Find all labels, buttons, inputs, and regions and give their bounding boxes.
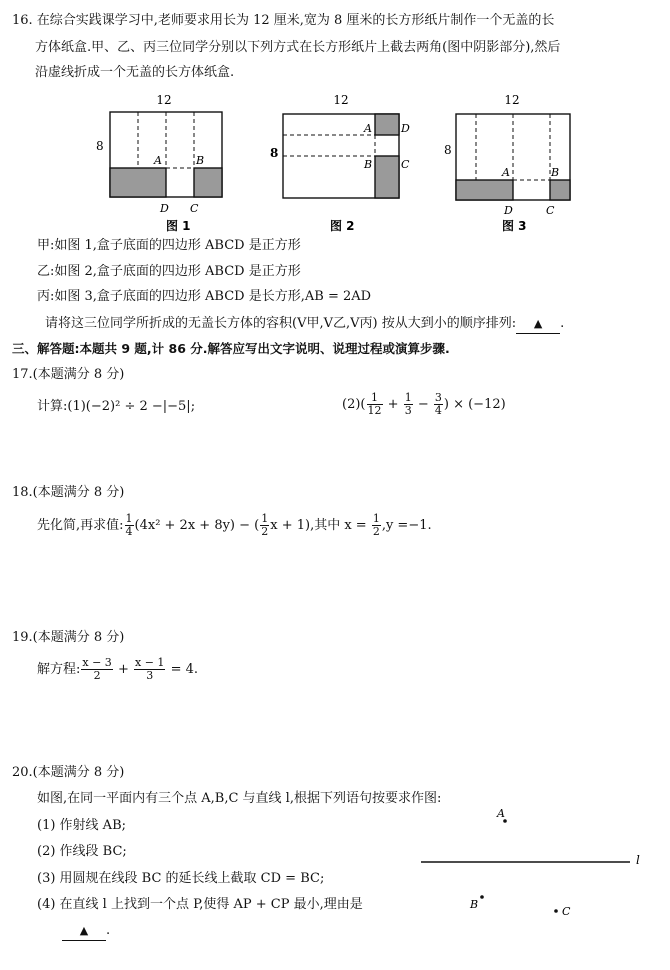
fig1-width-label: 12 bbox=[156, 93, 172, 107]
q20-end: . bbox=[106, 923, 111, 938]
fig2-label-d: D bbox=[401, 122, 410, 135]
q16-jia: 甲:如图 1,盒子底面的四边形 ABCD 是正方形 bbox=[37, 238, 301, 253]
fig2-label-a: A bbox=[364, 122, 372, 135]
blank-triangle-icon: ▲ bbox=[79, 924, 89, 937]
point-b bbox=[480, 895, 484, 899]
q20-answer bbox=[62, 922, 110, 941]
answer-blank[interactable] bbox=[516, 315, 560, 334]
q19-head: 19.(本题满分 8 分) bbox=[12, 630, 125, 645]
fig2-label-b: B bbox=[364, 158, 373, 171]
fraction: $\frac{x - 1}{3}$ bbox=[135, 656, 165, 682]
q17-part2-prefix: (2)( bbox=[342, 397, 366, 412]
fig2-caption: 图 2 bbox=[330, 219, 355, 233]
fig1-caption: 图 1 bbox=[166, 219, 191, 233]
q16-line1: 16. 在综合实践课学习中,老师要求用长为 12 厘米,宽为 8 厘米的长方形纸片制作一个无盖的长 bbox=[12, 13, 555, 28]
fraction: $\frac{1}{3}$ bbox=[404, 391, 412, 417]
q19-equation: 解方程: $\frac{x - 3}{2}$ + $\frac{x - 1}{3}$ = 4. bbox=[37, 656, 198, 682]
fig1-label-c: C bbox=[190, 202, 199, 215]
point-b-label: B bbox=[470, 898, 479, 911]
q17-part2: (2)( $\frac{1}{12}$ + $\frac{1}{3}$ − $\frac{3}{4}$ ) × (−12) bbox=[342, 391, 506, 417]
q20-intro: 如图,在同一平面内有三个点 A,B,C 与直线 l,根据下列语句按要求作图: bbox=[37, 791, 442, 806]
q17-part1: 计算:(1)(−2)² ÷ 2 −|−5|; bbox=[37, 399, 196, 414]
q20-head: 20.(本题满分 8 分) bbox=[12, 765, 125, 780]
fraction: $\frac{1}{2}$ bbox=[372, 512, 380, 538]
fig2-height-label: 8 bbox=[270, 146, 279, 160]
figure-1 bbox=[90, 92, 230, 242]
point-a-label: A bbox=[497, 807, 505, 820]
fig3-caption: 图 3 bbox=[502, 219, 527, 233]
q16-line2: 方体纸盒.甲、乙、丙三位同学分别以下列方式在长方形纸片上截去两角(图中阴影部分),然后 bbox=[35, 40, 561, 55]
q16-ask-text: 请将这三位同学所折成的无盖长方体的容积(V甲,V乙,V丙) 按从大到小的顺序排列: bbox=[45, 316, 517, 331]
fig1-label-a: A bbox=[154, 154, 162, 167]
fig3-cut-right bbox=[550, 180, 570, 200]
fig2-width-label: 12 bbox=[333, 93, 349, 107]
blank-triangle-icon: ▲ bbox=[533, 317, 543, 330]
fraction: $\frac{x - 3}{2}$ bbox=[82, 656, 112, 682]
fraction: $\frac{1}{4}$ bbox=[125, 512, 133, 538]
fig1-height-label: 8 bbox=[96, 139, 104, 153]
section-3-heading: 三、解答题:本题共 9 题,计 86 分.解答应写出文字说明、说理过程或演算步骤. bbox=[12, 341, 450, 356]
fig2-cut-top bbox=[375, 114, 399, 135]
fig1-label-b: B bbox=[196, 154, 205, 167]
fig1-cut-left bbox=[110, 168, 166, 197]
fig1-cut-right bbox=[194, 168, 222, 197]
fraction: $\frac{1}{12}$ bbox=[367, 391, 382, 417]
fraction: $\frac{1}{2}$ bbox=[261, 512, 269, 538]
figure-3 bbox=[438, 92, 588, 242]
fig3-cut-left bbox=[456, 180, 513, 200]
fig3-height-label: 8 bbox=[444, 143, 452, 157]
q18-expression: 先化简,再求值: $\frac{1}{4}$ (4x² + 2x + 8y) − ( $\frac{1}{2}$ x + 1),其中 x = $\frac{1}{2}$ ,y =−1. bbox=[37, 512, 432, 538]
q20-step2: (2) 作线段 BC; bbox=[37, 844, 127, 859]
fig3-label-d: D bbox=[504, 204, 513, 217]
fig2-label-c: C bbox=[401, 158, 410, 171]
q17-head: 17.(本题满分 8 分) bbox=[12, 367, 125, 382]
q17-part2-suffix: ) × (−12) bbox=[443, 397, 506, 412]
q20-step1: (1) 作射线 AB; bbox=[37, 818, 127, 833]
point-c-label: C bbox=[562, 905, 571, 918]
fraction: $\frac{3}{4}$ bbox=[434, 391, 442, 417]
line-l-label: l bbox=[636, 853, 640, 867]
fig2-cut-bottom bbox=[375, 156, 399, 198]
answer-blank[interactable] bbox=[62, 922, 106, 941]
q16-ask bbox=[45, 315, 564, 334]
q16-yi: 乙:如图 2,盒子底面的四边形 ABCD 是正方形 bbox=[37, 264, 301, 279]
fig3-width-label: 12 bbox=[504, 93, 520, 107]
fig3-label-a: A bbox=[502, 166, 510, 179]
q16-bing: 丙:如图 3,盒子底面的四边形 ABCD 是长方形,AB = 2AD bbox=[37, 289, 372, 304]
fig1-label-d: D bbox=[160, 202, 169, 215]
q20-figure bbox=[415, 795, 660, 925]
q16-line3: 沿虚线折成一个无盖的长方体纸盒. bbox=[35, 65, 235, 80]
figure-2 bbox=[268, 92, 418, 242]
q20-step3: (3) 用圆规在线段 BC 的延长线上截取 CD = BC; bbox=[37, 871, 325, 886]
q16-end: . bbox=[560, 316, 565, 331]
fig3-label-b: B bbox=[551, 166, 560, 179]
q18-head: 18.(本题满分 8 分) bbox=[12, 485, 125, 500]
point-c bbox=[554, 909, 558, 913]
q20-step4: (4) 在直线 l 上找到一个点 P,使得 AP + CP 最小,理由是 bbox=[37, 897, 363, 912]
fig3-label-c: C bbox=[546, 204, 555, 217]
